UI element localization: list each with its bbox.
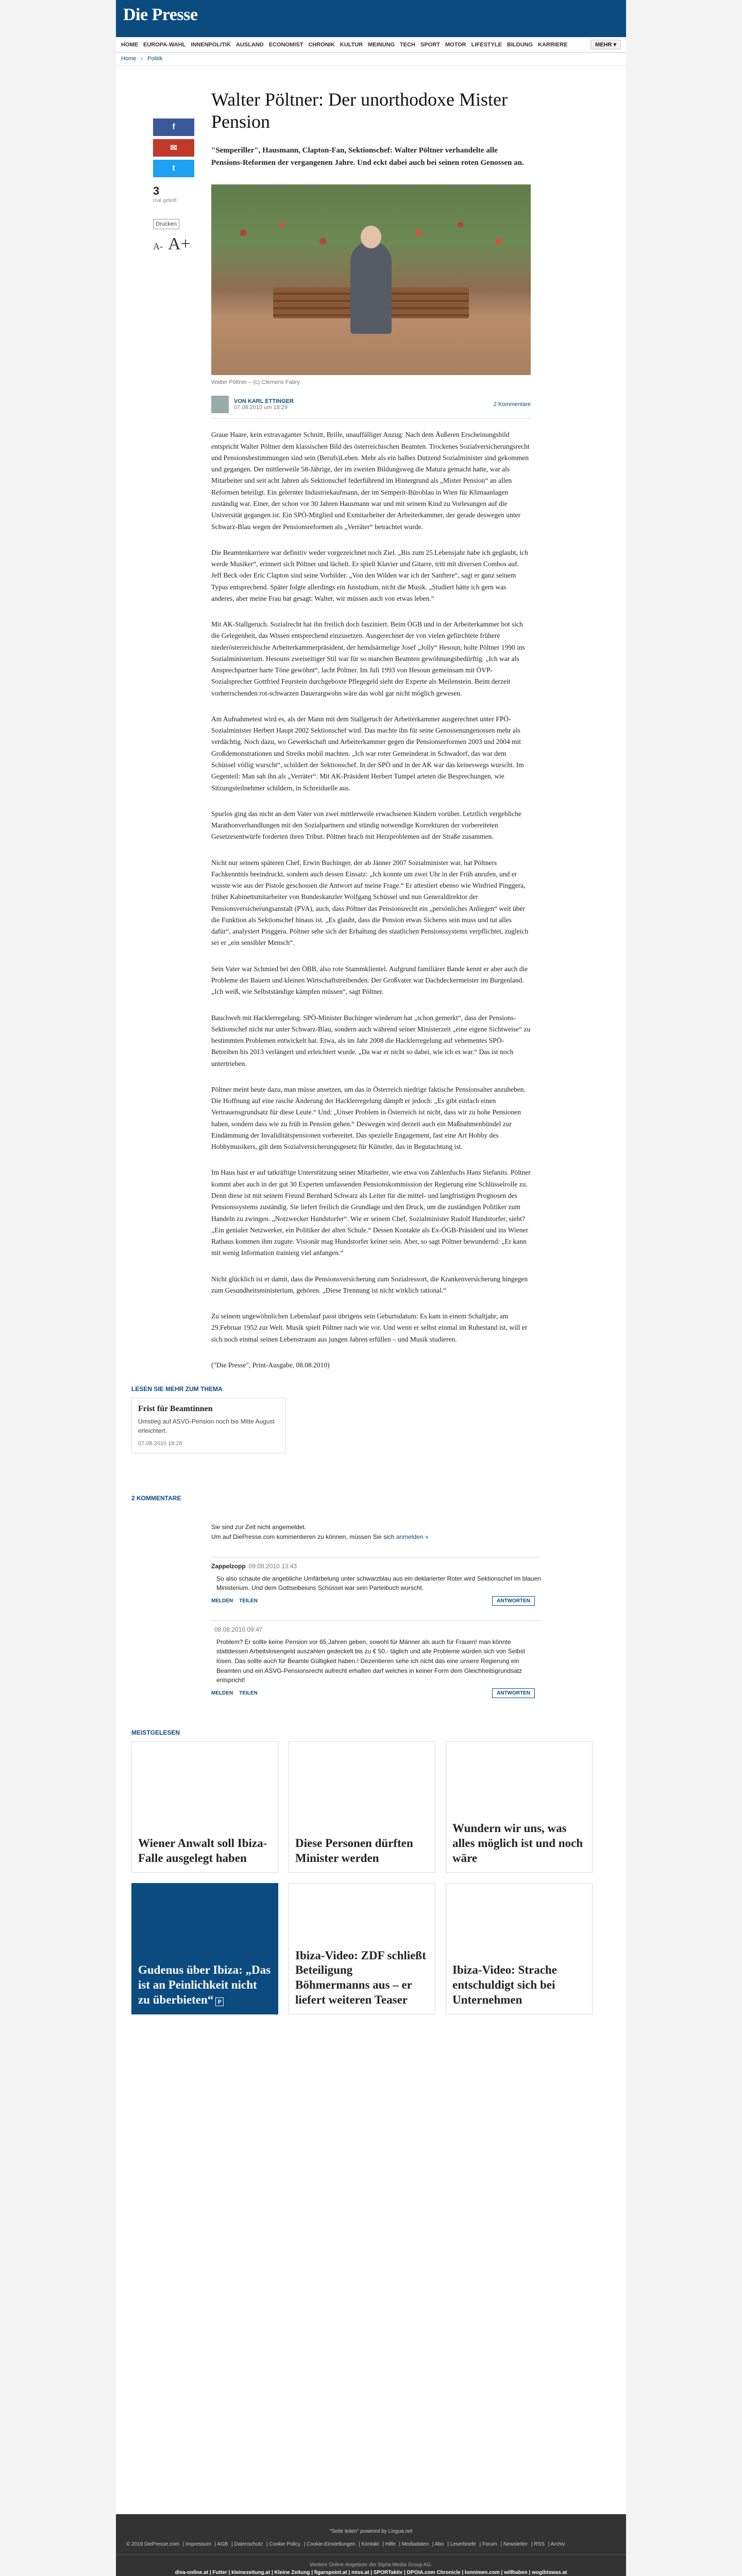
article-paragraph: Sein Vater war Schmied bei den ÖBB, also rote Stammklientel. Aufgrund familiärer Bande kennt er aber auch die Probleme der Bauern und kleinen Wirtschaftstreibenden. Der Großvater war Dachdeckermeister im Burgenland. „Ich weiß, wie Selbstständige kämpfen müssen“, sagt Pöltner.: [211, 964, 528, 996]
footer-link[interactable]: Cookie-Einstellungen: [306, 2541, 356, 2547]
nav-innenpolitik[interactable]: INNENPOLITIK: [191, 41, 231, 48]
footer-network-label: Weitere Online-Angebote der Styria Media Group AG:: [310, 2562, 432, 2568]
login-notice-line2: [211, 1532, 595, 1542]
premium-icon: P: [215, 1997, 223, 2006]
comment-text: Problem? Er sollte keine Pension vor 65 Jahren geben, sowohl für Männer als auch für Frauen! man könnte stattdessen Arbeitslosengeld auszahlen gedeckelt bis zu € 50.- täglich und alle Probleme würden sich von Selbst lösen. Das sollte auch für Beamte Gültigkeit haben.! Dezentieren sehe ich nicht das eine unsere Regierung ein Beamten und ein ASVG-Pensionsrecht aufrecht erhalten darf welches in keiner Form dem Gleichheitsgrundsatz entspricht!: [216, 1638, 526, 1684]
article-paragraph: Zu seinem ungewöhnlichen Lebenslauf passt übrigens sein Geburtsdatum: Es kam in einem Schaltjahr, am 29.Februar 1952 zur Welt. Musik spielt Pöltner nach wie vor. Und wenn er selbst einmal im Ruhestand ist, will er sich noch einmal seinen Lebenstraum aus jungen Jahren erfüllen – und Musik studieren.: [211, 1312, 528, 1343]
share-count-label: mal geteilt: [153, 198, 177, 204]
comment-actions: [211, 1688, 541, 1698]
font-smaller-button[interactable]: A-: [153, 241, 163, 251]
article-paragraph: Bauchweh mit Hacklerregelung. SPÖ-Minister Buchinger wiederum hat „schon gemerkt“, dass der Pensions-Sektionschef nicht nur unter Schwarz-Blau, sondern auch während seiner Ministerzeit „eine eigene Sichtweise“ zu bestimmten Problemen entwickelt hat. Etwa, als im Jahr 2008 die Hacklerregelung auf vehementes SPÖ-Betreiben bis 2013 verlängert und erleichtert wurde. „Da war er nicht so dabei, wie ich es war.“ Das ist noch untertrieben.: [211, 1013, 531, 1067]
login-notice-prefix: Um auf DiePresse.com kommentieren zu können, müssen Sie sich: [211, 1533, 396, 1541]
twitter-icon: t: [172, 164, 175, 173]
footer-link[interactable]: Forum: [482, 2541, 497, 2547]
breadcrumb-home[interactable]: Home: [121, 56, 137, 62]
article-paragraph: Pöltner meint heute dazu, man müsse ansetzen, um das in Österreich niedrige faktische Pensionsalter anzuheben. Die Hoffnung auf eine rasche Änderung der Hacklerregelung dämpft er jedoch: „Es gibt einfach einen Vertrauensgrundsatz für diese Leute.“ Und: „Unser Problem in Österreich ist nicht, dass wir zu hohe Pensionen haben, sondern dass wie zu früh in Pension gehen.“ Deswegen wird derzeit auch ein Maßnahmenbündel zur Eindämmung der Invaliditätspensionen vorbereitet. Das spezielle Engagement, fast eine Art Hobby des Hobbymusikers, gilt dem Sozialversicherungsgesetz für Künstler, das in Begutachtung ist.: [211, 1085, 526, 1151]
most-read-card[interactable]: [131, 1883, 278, 2014]
nav-sport[interactable]: SPORT: [420, 41, 440, 48]
article-paragraph: Im Haus hast er auf tatkräftige Unterstützung seiner Mitarbeiter, wie etwa von Zahlenfuchs Hans Stefanits. Pöltner kommt aber auch in der gut 30 Experten umfassenden Pensionskommission der Regierung eine Schlüsselrolle zu. Denn diese ist mit seinem Freund Bernhard Schwarz als Leiter für die mittel- und langfristigen Prognosen des Pensionssystems zuständig. Sie liefert freilich die Grundlage und den Druck, um die zuständigen Politiker zum Handeln zu zwingen. „Notzwecker Hundstorfer“. Wie er seinem Chef, Sozialminister Rudolf Hundstorfer, sieht? „Ein genialer Netzwerker, ein Politiker der alten Schule.“ Dessen Kontakte als Ex-ÖGB-Präsident und ins Wiener Rathaus kommen ihm zugute. Visionär mag Hundstorfer keiner sein. Aber, so sagt Pöltner bewundernd: „Er kann mit wenig Information trainieig viel anfangen.“: [211, 1168, 531, 1257]
most-read-title[interactable]: Diese Personen dürften Minister werden: [295, 1837, 413, 1865]
nav-home[interactable]: HOME: [121, 41, 138, 48]
most-read-title[interactable]: Ibiza-Video: ZDF schließt Beteiligung Böhmermanns aus – er liefert weiteren Teaser: [295, 1948, 426, 2006]
most-read-card[interactable]: [446, 1883, 593, 2014]
facebook-icon: f: [172, 123, 175, 131]
login-notice: [211, 1522, 595, 1542]
most-read-card[interactable]: [289, 1741, 435, 1873]
site-footer: [116, 2514, 626, 2576]
publish-date: 07.08.2010 um 18:29: [234, 404, 288, 411]
nav-motor[interactable]: MOTOR: [445, 41, 466, 48]
related-heading: LESEN SIE MEHR ZUM THEMA: [131, 1385, 223, 1393]
footer-link[interactable]: Abo: [434, 2541, 444, 2547]
login-link[interactable]: anmelden »: [396, 1533, 429, 1541]
article-paragraph: Nicht nur seinem späteren Chef, Erwin Buchinger, der ab Jänner 2007 Sozialminister war, hat Pöltners Fachkenntnis beeindruckt, sondern auch dessen Einsatz: „Ich konnte um zwei Uhr in der Früh anrufen, und er wusste wie aus der Pistole geschossen die Antwort auf meine Frage.“ Er attestiert ebenso wie Winfried Pinggera, früher Kabinettsmitarbeiter von Bundeskanzler Wolfgang Schüssel und nun Generaldirektor der Pensionsversicherungsanstalt (PVA), auch, dass Pöltner das Pensionsrecht ein „persönliches Anliegen“ weit über die Funktion als Sektionschef hinaus ist. „Es glaubt, dass die Pension etwas Sicheres sein muss und tut alles dafür“, analysiert Pinggera. Pöltner sehe sich der Erhaltung des staatlichen Pensionssystems verpflichtet, zugleich sei er „ein sensibler Mensch“.: [211, 858, 529, 947]
footer-link[interactable]: Impressum: [185, 2541, 211, 2547]
nav-tech[interactable]: TECH: [400, 41, 415, 48]
nav-karriere[interactable]: KARRIERE: [538, 41, 568, 48]
comment: [211, 1620, 541, 1698]
comment-user[interactable]: Zappelzopp: [211, 1562, 246, 1570]
article-paragraph: Graue Haare, kein extravaganter Schnitt, Brille, unauffälliger Anzug: Nach dem Äußeren Erscheinungsbild entspricht Walter Pöltner dem klassischen Bild des österreichischen Beamten. Trockenes Sozialversicherungsrecht und Pensionsbestimmungen sind sein (Berufs)Leben. Mehr als ein halbes Dutzend Sozialminister sind gekommen und gegangen. Der mittlerweile 58-Jährige, der im zweiten Bildungsweg die Matura gemacht hatte, war als Mitarbeiter und seit acht Jahren als Sektionschef federführend im Hintergrund als „Mister Pension“ an allen Reformen beteiligt. Ein gelernter Industriekaufmann, der im Semperit-Büroblau in Wien für Klimaanlagen zuständig war. Einer, der schon vor 30 Jahren Hausmann war und mit seinem Kind zu Vorlesungen auf die Universität gegangen ist. Ein SPÖ-Mitglied und Exmitarbeiter der Arbeiterkammer, der gerade deswegen unter Schwarz-Blau wegen der Pensionsreformen als „Verräter“ betrachtet wurde.: [211, 431, 530, 531]
footer-link[interactable]: Hilfe: [385, 2541, 396, 2547]
article-paragraph: Mit AK-Stallgeruch. Sozialrecht hat ihn freilich doch fasziniert. Beim ÖGB und in der Arbeiterkammer bot sich die Gelegenheit, das Wissen entsprechend einzusetzen. Ausgerechnet der von vielen gefürchtete frühere niederösterreichische Arbeiterkammerpräsident, der hemdsärmelige Josef „Jolly“ Hesoun, holte Pöltner 1990 ins Sozialministerium. Hesouns zweiseitiger Stil war für so manchen Beamten gewöhnungsbedürftig. „Ich war als Ansprechpartner harte Töne gewöhnt“, lacht Pöltner. Im Juli 1993 von Hesoun gemeinsam mit ÖVP-Sozialsprecher Gottfried Feurstein durchgeboxte Pflegegeld sieht der Experte als Meilenstein. Beim derzeit vorherrschenden rot-schwarzen Dauerargwohn wäre das wohl gar nicht möglich gewesen.: [211, 620, 525, 697]
footer-links: © 2019 DiePresse.com | Impressum | AGB | Datenschutz | Cookie Policy | Cookie-Einstellungen | Kontakt | Hilfe | Mediadaten | Abo | Leserbriefe | Forum | Newsletter | RSS | Archiv: [116, 2541, 626, 2555]
footer-link[interactable]: Archiv: [550, 2541, 565, 2547]
nav-kultur[interactable]: KULTUR: [340, 41, 363, 48]
breadcrumb: [116, 53, 626, 65]
most-read-card[interactable]: [289, 1883, 435, 2014]
author-name[interactable]: VON KARL ETTINGER: [234, 398, 294, 405]
footer-link[interactable]: Newsletter: [503, 2541, 528, 2547]
nav-lifestyle[interactable]: LIFESTYLE: [471, 41, 502, 48]
comments-count-link[interactable]: 2 Kommentare: [493, 401, 531, 408]
article-paragraph: Am Aufnahmetest wird es, als der Mann mit dem Stallgeruch der Arbeiterkammer ausgerechnet unter FPÖ-Sozialminister Herbert Haupt 2002 Sektionschef wird. Das machte ihn für seine Genossenungenossen mehr als verdächtig. Noch dazu, wo Gewerkschaft und Arbeiterkammer gegen die Pensionsreformen 2003 und 2004 mit Großdemonstrationen und Streiks mobil machten. „Ich war roter Gemeinderat in Schwadorf, das war dem Schüssel völlig wurscht“, schildert der Sektionschef. In der SPÖ und in der AK war das keineswegs wurscht. Im Gegenteil: Man sah ihn als „Verräter“. Mit AK-Präsident Herbert Tumpel arteten die Besprechungen, wie Sitzungsteilnehmer schildern, in Schreiduelle aus.: [211, 715, 524, 792]
footer-link[interactable]: Cookie Policy: [269, 2541, 300, 2547]
comment-header: [211, 1563, 541, 1570]
footer-copyright: © 2019 DiePresse.com: [126, 2541, 179, 2547]
breadcrumb-separator: ›: [141, 56, 143, 62]
nav-chronik[interactable]: CHRONIK: [308, 41, 335, 48]
report-button[interactable]: MELDEN: [211, 1598, 233, 1604]
nav-economist[interactable]: ECONOMIST: [268, 41, 303, 48]
masthead: [116, 0, 626, 37]
photo-caption: Walter Pöltner – (c) Clemens Fabry: [211, 379, 300, 386]
article-title: Walter Pöltner: Der unorthodoxe Mister Pension: [211, 89, 508, 132]
reply-button[interactable]: ANTWORTEN: [492, 1688, 535, 1698]
nav-ausland[interactable]: AUSLAND: [235, 41, 264, 48]
byline-text: [234, 398, 294, 411]
most-read-title[interactable]: [138, 1963, 272, 2007]
comment-time: 08.08.2010 09:47: [214, 1625, 263, 1633]
comments-heading: 2 KOMMENTARE: [131, 1495, 181, 1502]
most-read-title[interactable]: Wiener Anwalt soll Ibiza-Falle ausgelegt haben: [138, 1837, 267, 1865]
most-read-grid: [131, 1741, 595, 2014]
footer-link[interactable]: Kontakt: [361, 2541, 379, 2547]
footer-partner-links[interactable]: diva-online.at | Futter | kleinezeitung.at | Kleine Zeitung | figaropoint.at | miss.at | SPORTaktiv | DPOIA.com Chronicle | lonnimen.com | willhaben | wogibtswas.at: [175, 2570, 567, 2575]
comments-section: [131, 1495, 595, 1698]
most-read-section: [131, 1729, 595, 2014]
article-paragraph: Spurlos ging das nicht an dem Vater von zwei mittlerweile erwachsenen Kindern vorüber. Letztlich vergebliche Marathonverhandlungen mit den Sozialpartnern und stündig notwendige Korrekturen der vorbereiteten Gesetzesentwürfe forderten ihren Tribut. Pöltner brach mit Herzproblemen auf der Straße zusammen.: [211, 809, 521, 841]
footer-link[interactable]: RSS: [534, 2541, 545, 2547]
main-nav: [116, 37, 626, 53]
report-button[interactable]: MELDEN: [211, 1690, 233, 1696]
comment-time: 09.08.2010 13:43: [248, 1562, 297, 1570]
share-comment-button[interactable]: TEILEN: [239, 1690, 258, 1696]
comment: [211, 1557, 541, 1606]
article-body: [211, 429, 559, 1371]
footer-link[interactable]: AGB: [217, 2541, 228, 2547]
most-read-card[interactable]: [446, 1741, 593, 1873]
nav-europa-wahl[interactable]: EUROPA-WAHL: [143, 41, 186, 48]
reply-button[interactable]: ANTWORTEN: [492, 1596, 535, 1606]
related-section: [131, 1385, 595, 1453]
article-lead: "Semperiller", Hausmann, Clapton-Fan, Sektionschef: Walter Pöltner verhandelte alle Pensions-Reformen der vergangenen Jahre. Und eckt dabei auch bei seinen roten Genossen an.: [211, 146, 524, 167]
font-larger-button[interactable]: A+: [168, 234, 191, 253]
nav-meinung[interactable]: MEINUNG: [368, 41, 395, 48]
print-button[interactable]: Drucken: [153, 219, 179, 229]
nav-bildung[interactable]: BILDUNG: [507, 41, 533, 48]
page: [116, 0, 626, 2576]
most-read-heading: MEISTGELESEN: [131, 1728, 180, 1736]
mail-icon: ✉: [170, 144, 177, 152]
footer-link[interactable]: Datenschutz: [234, 2541, 263, 2547]
most-read-card[interactable]: [131, 1741, 278, 1873]
comment-text: So also schaute die angebliche Umfärbelung unter schwarzblau aus ein deklarierter Roter wird Sektionschef im blauen Ministerium. Und dem Gottseibeiuns Schüssel war sein Parteibuch wurscht.: [216, 1574, 541, 1592]
footer-share-credit: "Seite teilen" powered by Lingua.net: [329, 2529, 413, 2534]
byline: [211, 396, 531, 419]
related-text: Umstieg auf ASVG-Pension noch bis Mitte August erleichtert.: [138, 1418, 275, 1435]
share-count: 3: [153, 184, 160, 197]
author-avatar: [211, 396, 229, 413]
comment-header: [211, 1626, 541, 1633]
related-title[interactable]: Frist für Beamtinnen: [138, 1404, 213, 1414]
login-notice-line: Sie sind zur Zeit nicht angemeldet.: [211, 1523, 307, 1531]
footer-link[interactable]: Leserbriefe: [450, 2541, 476, 2547]
footer-link[interactable]: Mediadaten: [401, 2541, 429, 2547]
article-paragraph: Nicht glücklich ist er damit, dass die Pensionsversicherung zum Sozialressort, die Krankenversicherung hingegen zum Gesundheitsministerium, gehören. „Diese Trennung ist nicht wirklich rational.“: [211, 1275, 528, 1294]
article-photo: [211, 184, 531, 375]
comment-actions: [211, 1596, 541, 1606]
share-comment-button[interactable]: TEILEN: [239, 1598, 258, 1604]
article-source: ("Die Presse", Print-Ausgabe, 08.08.2010): [211, 1361, 330, 1369]
site-logo[interactable]: Die Presse: [123, 5, 198, 24]
most-read-title[interactable]: Wundern wir uns, was alles möglich ist und noch wäre: [452, 1822, 583, 1865]
most-read-title[interactable]: Ibiza-Video: Strache entschuldigt sich bei Unternehmen: [452, 1963, 557, 2006]
breadcrumb-politik[interactable]: Politik: [147, 56, 163, 62]
nav-more-button[interactable]: MEHR ▾: [591, 40, 621, 49]
related-date: 07.08.2010 18:28: [138, 1440, 182, 1447]
article-paragraph: Die Beamtenkarriere war definitiv weder vorgezeichnet noch Ziel. „Bis zum 25.Lebensjahr habe ich geglaubt, ich werde Musiker“, erinnert sich Pöltner und lächelt. Er spielt Klavier und Gitarre, tritt mit diversen Combos auf. Jeff Beck oder Eric Clapton sind seine Vorbilder. „Von den Wilden war ich der Sanftere“, sagt er ganz seinem Typus entsprechend. Später folgte allerdings ein Jusstudium, nicht die Musik. „Studiert hätte ich gern was anderes, aber meine Frau hat gesagt: Walter, wir müssen auch von etwas leben.“: [211, 548, 528, 602]
article: [116, 65, 559, 1371]
most-read-title-text: Gudenus über Ibiza: „Das ist an Peinlichkeit nicht zu überbieten“: [138, 1963, 271, 2006]
photo-person: [350, 241, 392, 334]
related-article[interactable]: [131, 1398, 286, 1453]
